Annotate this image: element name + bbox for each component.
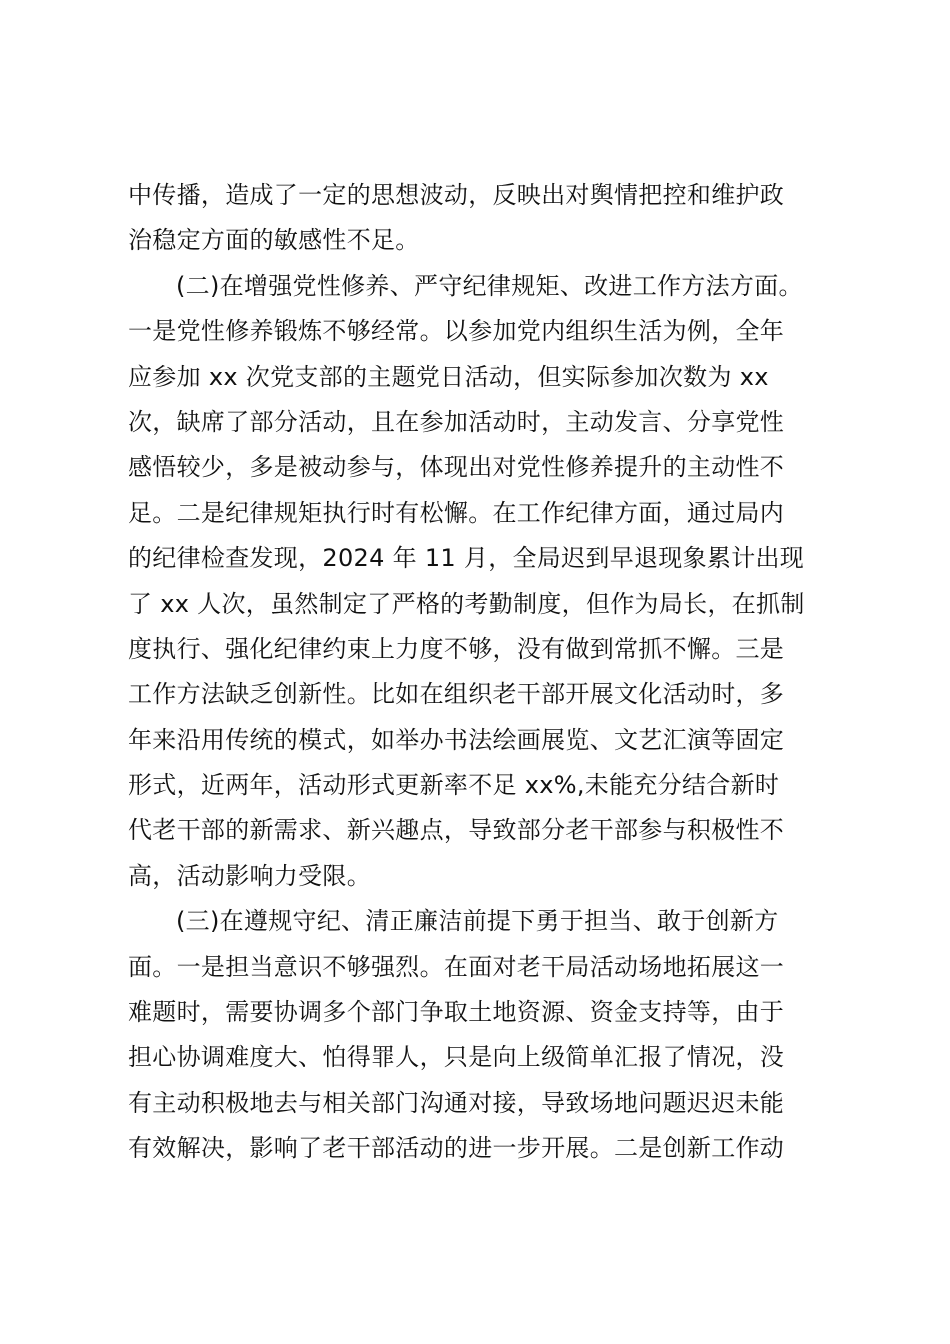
text-line: 高，活动影响力受限。 (128, 861, 371, 890)
text-line: 的纪律检查发现，2024 年 11 月，全局迟到早退现象累计出现 (128, 544, 805, 573)
text-line: 治稳定方面的敏感性不足。 (128, 226, 420, 255)
text-line: 难题时，需要协调多个部门争取土地资源、资金支持等，由于 (128, 998, 785, 1027)
text-line: 代老干部的新需求、新兴趣点，导致部分老干部参与积极性不 (128, 816, 785, 845)
text-line: 面。一是担当意识不够强烈。在面对老干局活动场地拓展这一 (128, 952, 785, 981)
text-line: 有效解决，影响了老干部活动的进一步开展。二是创新工作动 (128, 1134, 785, 1163)
text-line: 了 xx 人次，虽然制定了严格的考勤制度，但作为局长，在抓制 (128, 589, 805, 618)
section-heading: (二)在增强党性修养、严守纪律规矩、改进工作方法方面。 (176, 271, 803, 300)
text-line: 感悟较少，多是被动参与，体现出对党性修养提升的主动性不 (128, 453, 785, 482)
text-line: 形式，近两年，活动形式更新率不足 xx%,未能充分结合新时 (128, 771, 780, 800)
text-line: 足。二是纪律规矩执行时有松懈。在工作纪律方面，通过局内 (128, 498, 785, 527)
text-line: 一是党性修养锻炼不够经常。以参加党内组织生活为例，全年 (128, 317, 785, 346)
text-line: 工作方法缺乏创新性。比如在组织老干部开展文化活动时，多 (128, 680, 785, 709)
document-body (128, 173, 833, 1172)
text-line: 担心协调难度大、怕得罪人，只是向上级简单汇报了情况，没 (128, 1043, 785, 1072)
text-line: 次，缺席了部分活动，且在参加活动时，主动发言、分享党性 (128, 407, 785, 436)
text-line: 中传播，造成了一定的思想波动，反映出对舆情把控和维护政 (128, 181, 785, 209)
text-line: 应参加 xx 次党支部的主题党日活动，但实际参加次数为 xx (128, 362, 769, 391)
section-heading: (三)在遵规守纪、清正廉洁前提下勇于担当、敢于创新方 (176, 907, 779, 936)
text-line: 度执行、强化纪律约束上力度不够，没有做到常抓不懈。三是 (128, 634, 785, 663)
text-line: 年来沿用传统的模式，如举办书法绘画展览、文艺汇演等固定 (128, 725, 785, 754)
text-line: 有主动积极地去与相关部门沟通对接，导致场地问题迟迟未能 (128, 1088, 785, 1117)
